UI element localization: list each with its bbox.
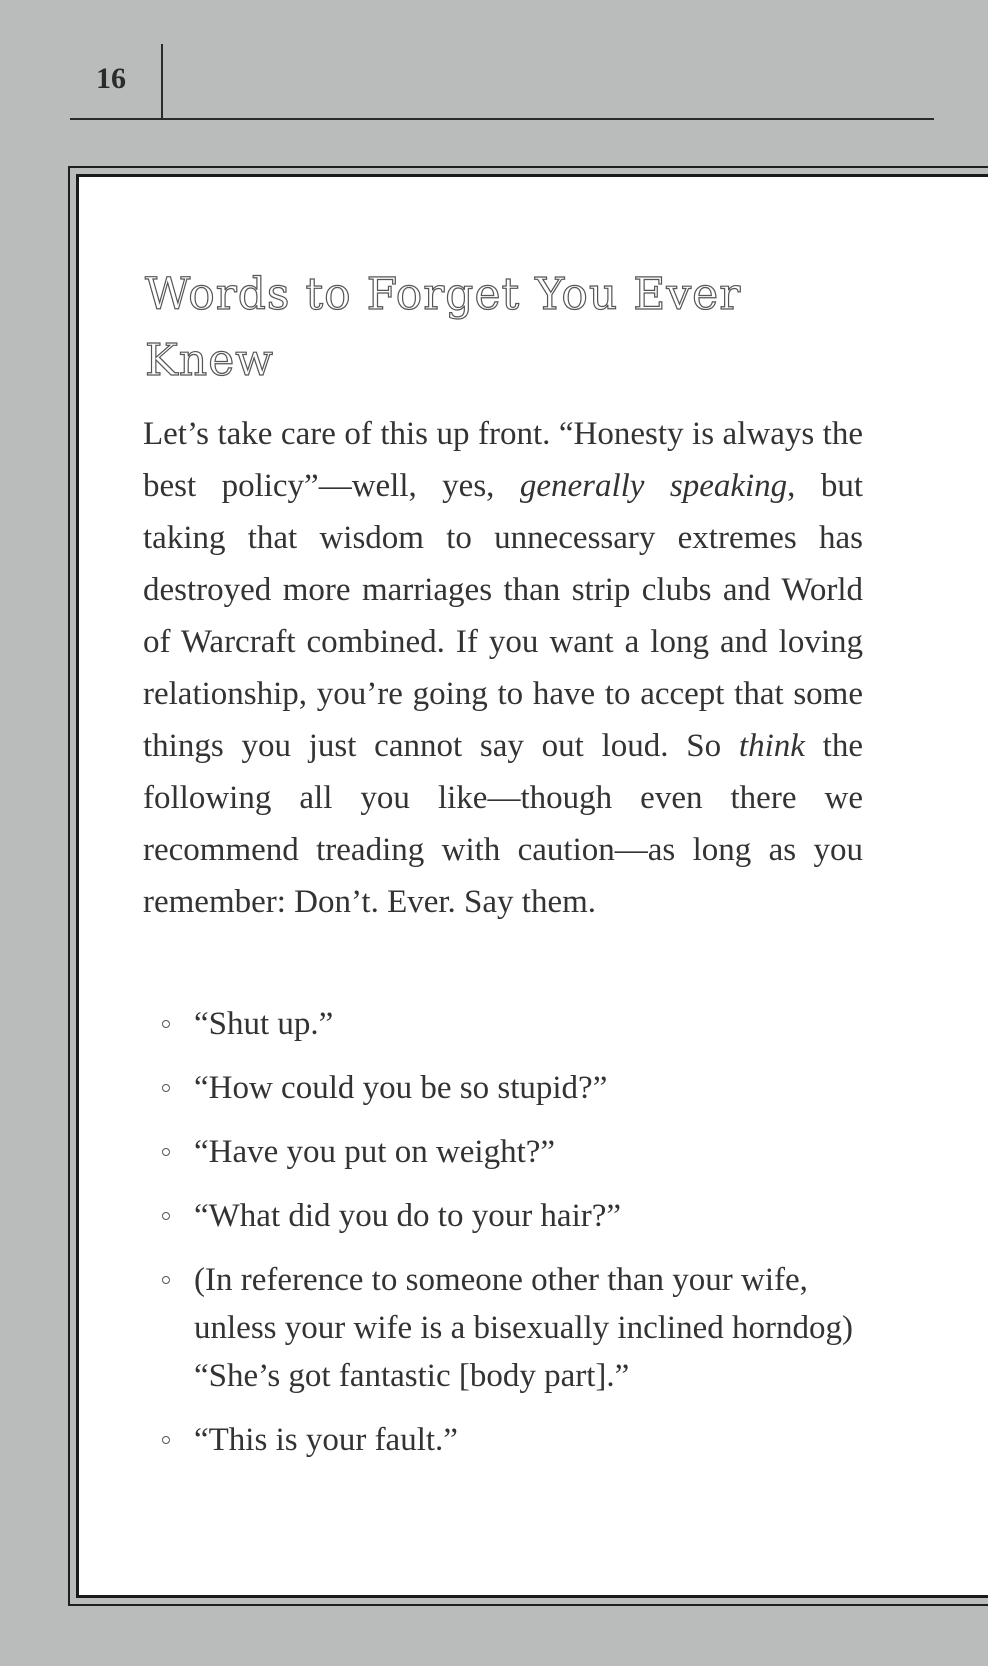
list-item: [160, 1128, 860, 1176]
list-item: [160, 1064, 860, 1112]
bullet-circle-icon: [162, 1148, 170, 1156]
list-item-text: “Shut up.”: [194, 1006, 334, 1042]
intro-text-part-1: Let’s take care of this up front. “Honesty is always the best policy”—well, yes,: [143, 416, 863, 504]
list-item: [160, 1256, 860, 1400]
bullet-circle-icon: [162, 1212, 170, 1220]
intro-emphasis-1: generally speaking: [519, 468, 788, 504]
page-number: 16: [96, 62, 126, 95]
bullet-circle-icon: [162, 1276, 170, 1284]
intro-emphasis-2: think: [738, 728, 805, 764]
intro-text-part-3: the following all you like—though even there we recommend treading with caution—as long as you remember: Don’t. Ever. Say them.: [143, 728, 863, 920]
intro-paragraph: [143, 408, 863, 928]
phrase-list: [160, 1000, 860, 1480]
list-item: [160, 1416, 860, 1464]
section-title: Words to Forget You Ever Knew: [145, 269, 742, 386]
list-item: [160, 1192, 860, 1240]
intro-text-part-2: , but taking that wisdom to unnecessary extremes has destroyed more marriages than strip clubs and World of Warcraft combined. If you want a long and loving relationship, you’re going to have to accept that some things you just cannot say out loud. So: [143, 468, 863, 764]
bullet-circle-icon: [162, 1084, 170, 1092]
list-item-text: (In reference to someone other than your wife, unless your wife is a bisexually inclined horndog) “She’s got fantastic [body part].”: [194, 1262, 853, 1394]
list-item-text: “Have you put on weight?”: [194, 1134, 556, 1170]
list-item-text: “How could you be so stupid?”: [194, 1070, 608, 1106]
bullet-circle-icon: [162, 1436, 170, 1444]
list-item: [160, 1000, 860, 1048]
list-item-text: “What did you do to your hair?”: [194, 1198, 622, 1234]
bullet-circle-icon: [162, 1020, 170, 1028]
header-rule: [70, 118, 934, 120]
header-divider-vertical: [161, 44, 163, 120]
list-item-text: “This is your fault.”: [194, 1422, 458, 1458]
